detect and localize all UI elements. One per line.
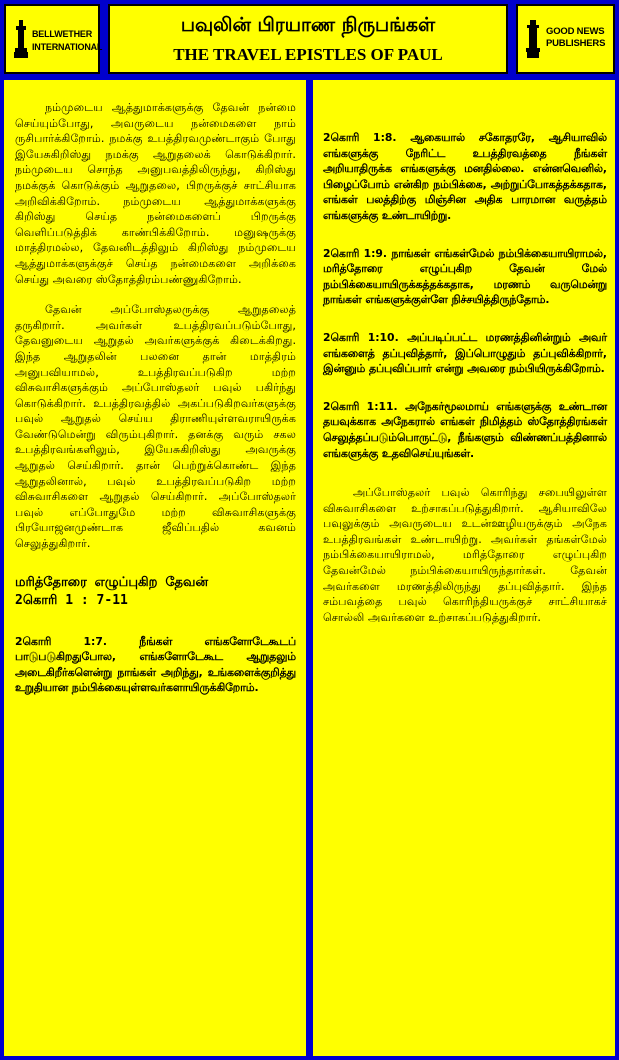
bellwether-logo	[12, 16, 103, 66]
page-title-tamil: பவுலின் பிரயாண நிருபங்கள்	[180, 14, 436, 36]
verse-9: 2கொரி 1:9. நாங்கள் எங்கள்மேல் நம்பிக்கையாயிராமல், மரித்தோரை எழுப்புகிற தேவன் மேல் நம்பிக்கையாயிருக்கத்தக்கதாக, மரணம் வருமென்று நாங்கள் எங்களுக்குள்ளே நிச்சயித்திருந்தோம்.	[323, 246, 607, 307]
bellwether-logo-text	[32, 28, 102, 54]
good-news-logo-icon	[526, 20, 540, 60]
commentary-paragraph-3: அப்போஸ்தலர் பவுல் கொரிந்து சபையிலுள்ள விசுவாசிகளை உற்சாகப்படுத்துகிறார். ஆசியாவிலே பவுலுக்கும் அவருடைய உடன்ஊழியருக்கும் அநேக உபத்திரவங்கள் உண்டாயிற்று. அவர்கள் தங்கள்மேல் நம்பிக்கையாயிராமல், மரித்தோரை எழுப்புகிற தேவன்மேல் நம்பிக்கையாயிருந்தார்கள். தேவன் அவர்களை மரணத்திலிருந்து தப்புவித்தார். இந்த சம்பவத்தை பவுல் கொரிந்தியருக்குச் சாட்சியாகச் சொல்லி அவர்களை உற்சாகப்படுத்துகிறார்.	[323, 486, 607, 624]
verse-8: 2கொரி 1:8. ஆகையால் சகோதரரே, ஆசியாவில் எங்களுக்கு நேரிட்ட உபத்திரவத்தை நீங்கள் அறியாதிருக்க எங்களுக்கு மனதில்லை. என்னவெனில், பிழைப்போம் என்கிற நம்பிக்கை, அற்றுப்போகத்தக்கதாக, எங்கள் பலத்திற்கு மிஞ்சின அதிக பாரமான வருத்தம் எங்களுக்கு உண்டாயிற்று.	[323, 131, 607, 222]
left-logo-line1: BELLWETHER	[32, 29, 92, 39]
good-news-logo	[524, 16, 608, 66]
good-news-logo-text	[546, 26, 605, 50]
right-logo-line1: GOOD NEWS	[546, 26, 605, 37]
commentary-paragraph-1: நம்முடைய ஆத்துமாக்களுக்கு தேவன் நன்மை செய்யும்போது, அவருடைய நன்மைகளை நாம் ருசிபார்க்கிறோம். நமக்கு உபத்திரவமுண்டாகும் போது இயேசுகிறிஸ்து நமக்கு ஆறுதலைக் கொடுக்கிறார். நம்முடைய சொந்த அனுபவத்திலிருந்து, கிறிஸ்து நமக்குக் கொடுக்கும் ஆறுதலை, பிறருக்குச் சாட்சியாக அறிவிக்கிறோம். நம்முடைய ஆத்துமாக்களுக்கு கிறிஸ்து செய்த நன்மைகளைப் பிறருக்கு வெளிப்படுத்திக் காண்பிக்கிறோம். மனுஷருக்கு மாத்திரமல்ல, தேவனிடத்திலும் கிறிஸ்து நம்முடைய ஆத்துமாக்களுக்குச் செய்த நன்மைகளை அறிக்கை செய்து அவரை ஸ்தோத்திரம்பண்ணுகிறோம்.	[15, 101, 296, 286]
commentary-paragraph-2: தேவன் அப்போஸ்தலருக்கு ஆறுதலைத் தருகிறார். அவர்கள் உபத்திரவப்படும்போது, தேவனுடைய ஆறுதல் அவர்களுக்குக் கிடைக்கிறது. இந்த ஆறுதலின் பலனை தான் மாத்திரம் அனுபவியாமல், உபத்திரவப்படுகிற மற்ற விசுவாசிகளுக்கும் அப்போஸ்தலர் பவுல் பகிர்ந்து கொடுக்கிறார். உபத்திரவத்தில் அகப்படுகிறவர்களுக்கு பவுல் ஆறுதல் செய்ய திராணியுள்ளவராயிருக்க வேண்டுமென்று விரும்புகிறார். தனக்கு வரும் சகல உபத்திரவங்களிலும், இயேசுகிறிஸ்து அவருக்கு ஆறுதல் செய்கிறார். தான் பெற்றுக்கொண்ட இந்த ஆறுதலினால், பவுல் உபத்திரவப்படுகிற மற்ற விசுவாசிகளை ஆறுதல் செய்கிறார். அப்போஸ்தலர் பவுல் எப்போதுமே மற்ற விசுவாசிகளுக்கு பிரயோஜனமுண்டாக ஜீவிப்பதில் கவனம் செலுத்துகிறார்.	[15, 303, 296, 551]
bellwether-logo-icon	[14, 20, 28, 60]
left-column	[4, 80, 306, 1056]
publisher-logo-box-right	[516, 4, 615, 74]
verse-10: 2கொரி 1:10. அப்படிப்பட்ட மரணத்தினின்றும் அவர் எங்களைத் தப்புவித்தார், இப்பொழுதும் தப்புவிக்கிறார், இன்னும் தப்புவிப்பார் என்று அவரை நம்பியிருக்கிறோம்.	[323, 330, 607, 376]
section-heading-reference: 2கொரி 1 : 7-11	[15, 592, 128, 608]
title-box	[108, 4, 508, 74]
right-logo-line2: PUBLISHERS	[546, 38, 606, 49]
page-title-english: THE TRAVEL EPISTLES OF PAUL	[173, 45, 443, 64]
section-heading	[15, 574, 296, 610]
section-heading-title: மரித்தோரை எழுப்புகிற தேவன்	[15, 574, 209, 590]
verse-11: 2கொரி 1:11. அநேகர்மூலமாய் எங்களுக்கு உண்டான தயவுக்காக அநேகரால் எங்கள் நிமித்தம் ஸ்தோத்திரங்கள் செலுத்தப்படும்பொருட்டு, நீங்களும் விண்ணப்பத்தினால் எங்களுக்கு உதவிசெய்யுங்கள்.	[323, 399, 607, 460]
left-logo-line2: INTERNATIONAL	[32, 42, 103, 52]
publisher-logo-box-left	[4, 4, 103, 74]
right-column	[313, 80, 615, 1056]
verse-7: 2கொரி 1:7. நீங்கள் எங்களோடேகூடப் பாடுபடுகிறதுபோல, எங்களோடேகூட ஆறுதலும் அடைகிறீர்களென்று நாங்கள் அறிந்து, உங்களைக்குறித்து உறுதியான நம்பிக்கையுள்ளவர்களாயிருக்கிறோம்.	[15, 634, 296, 695]
